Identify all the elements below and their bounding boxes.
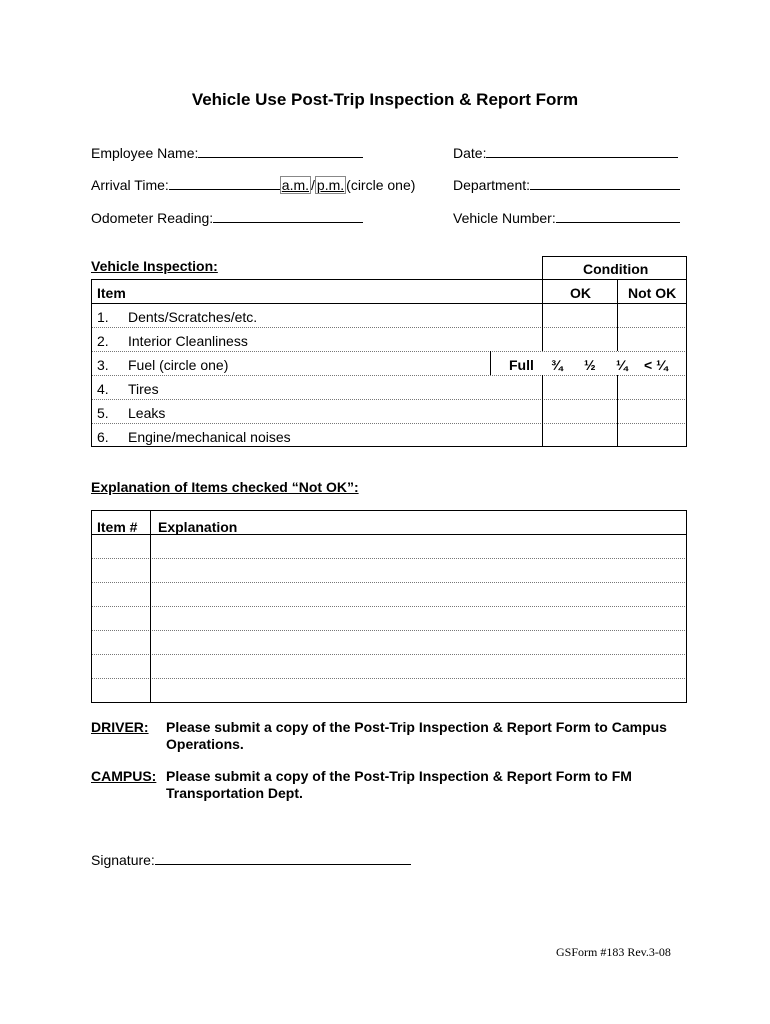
- campus-instruction-line: Transportation Dept.: [166, 785, 303, 801]
- vehicle-number-label: Vehicle Number:: [453, 210, 556, 226]
- item-number: 4.: [97, 381, 109, 397]
- driver-instruction-line: Operations.: [166, 736, 244, 752]
- explanation-input[interactable]: [151, 583, 686, 606]
- table-rule: [91, 510, 687, 511]
- am-option[interactable]: a.m.: [281, 177, 310, 193]
- signature-field[interactable]: [155, 850, 411, 865]
- table-rule: [91, 446, 687, 447]
- arrival-time-row: Arrival Time: a.m. / p.m. (circle one): [91, 177, 416, 193]
- item-label: Engine/mechanical noises: [128, 429, 291, 445]
- item-number: 6.: [97, 429, 109, 445]
- item-label: Tires: [128, 381, 159, 397]
- fuel-option-three-quarters[interactable]: ¾: [551, 357, 563, 373]
- fuel-option-less-than-quarter[interactable]: < ¼: [644, 357, 668, 373]
- item-number-header: Item #: [97, 519, 138, 535]
- explanation-table: [0, 500, 770, 710]
- not-ok-checkbox[interactable]: [618, 424, 686, 446]
- item-number-input[interactable]: [92, 559, 150, 582]
- item-number-input[interactable]: [92, 679, 150, 702]
- explanation-input[interactable]: [151, 535, 686, 558]
- ok-checkbox[interactable]: [543, 304, 617, 327]
- explanation-header: Explanation: [158, 519, 238, 535]
- signature-label: Signature:: [91, 852, 155, 868]
- ok-checkbox[interactable]: [543, 328, 617, 351]
- campus-instruction: [166, 768, 632, 802]
- item-number: 2.: [97, 333, 109, 349]
- inspection-table: [0, 0, 770, 460]
- explanation-input[interactable]: [151, 655, 686, 678]
- explanation-input[interactable]: [151, 679, 686, 702]
- not-ok-checkbox[interactable]: [618, 400, 686, 423]
- item-number: 3.: [97, 357, 109, 373]
- table-rule: [91, 279, 92, 446]
- department-label: Department:: [453, 177, 531, 193]
- odometer-label: Odometer Reading:: [91, 210, 214, 226]
- fuel-option-half[interactable]: ½: [584, 357, 596, 373]
- form-title: Vehicle Use Post-Trip Inspection & Report Form: [191, 90, 579, 109]
- item-number-input[interactable]: [92, 583, 150, 606]
- item-number-input[interactable]: [92, 535, 150, 558]
- table-rule: [91, 702, 687, 703]
- circle-one-note: (circle one): [346, 177, 416, 193]
- driver-instruction: [166, 719, 667, 753]
- condition-header: Condition: [583, 261, 649, 277]
- ok-checkbox[interactable]: [543, 424, 617, 446]
- campus-label: CAMPUS:: [91, 768, 157, 784]
- table-rule: [490, 351, 491, 375]
- explanation-label: Explanation of Items checked “Not OK”:: [91, 479, 359, 495]
- form-number: GSForm #183 Rev.3-08: [556, 945, 671, 959]
- arrival-time-label: Arrival Time:: [91, 177, 169, 193]
- item-number-input[interactable]: [92, 655, 150, 678]
- not-ok-header: Not OK: [628, 285, 677, 301]
- signature-row: [91, 850, 411, 868]
- campus-instruction-line: Please submit a copy of the Post-Trip Inspection & Report Form to FM: [166, 768, 632, 784]
- explanation-input[interactable]: [151, 631, 686, 654]
- table-rule: [686, 256, 687, 446]
- item-label: Leaks: [128, 405, 166, 421]
- ok-checkbox[interactable]: [543, 400, 617, 423]
- item-label: Fuel (circle one): [128, 357, 229, 373]
- explanation-input[interactable]: [151, 559, 686, 582]
- fuel-option-full[interactable]: Full: [509, 357, 534, 373]
- item-number: 5.: [97, 405, 109, 421]
- driver-instruction-line: Please submit a copy of the Post-Trip Inspection & Report Form to Campus: [166, 719, 667, 735]
- item-label: Dents/Scratches/etc.: [128, 309, 258, 325]
- item-number-input[interactable]: [92, 631, 150, 654]
- table-rule: [686, 510, 687, 702]
- driver-label: DRIVER:: [91, 719, 149, 735]
- explanation-input[interactable]: [151, 607, 686, 630]
- not-ok-checkbox[interactable]: [618, 376, 686, 399]
- vehicle-inspection-label: Vehicle Inspection:: [91, 258, 218, 274]
- table-rule: [542, 256, 687, 257]
- not-ok-checkbox[interactable]: [618, 304, 686, 327]
- employee-name-label: Employee Name:: [91, 145, 199, 161]
- table-rule: [91, 279, 687, 280]
- ok-checkbox[interactable]: [543, 376, 617, 399]
- pm-option[interactable]: p.m.: [316, 177, 345, 193]
- item-number: 1.: [97, 309, 109, 325]
- fuel-option-quarter[interactable]: ¼: [616, 357, 628, 373]
- item-label: Interior Cleanliness: [128, 333, 248, 349]
- not-ok-checkbox[interactable]: [618, 328, 686, 351]
- item-header: Item: [97, 285, 126, 301]
- date-label: Date:: [453, 145, 487, 161]
- table-rule: [91, 351, 687, 352]
- item-number-input[interactable]: [92, 607, 150, 630]
- ok-header: OK: [570, 285, 591, 301]
